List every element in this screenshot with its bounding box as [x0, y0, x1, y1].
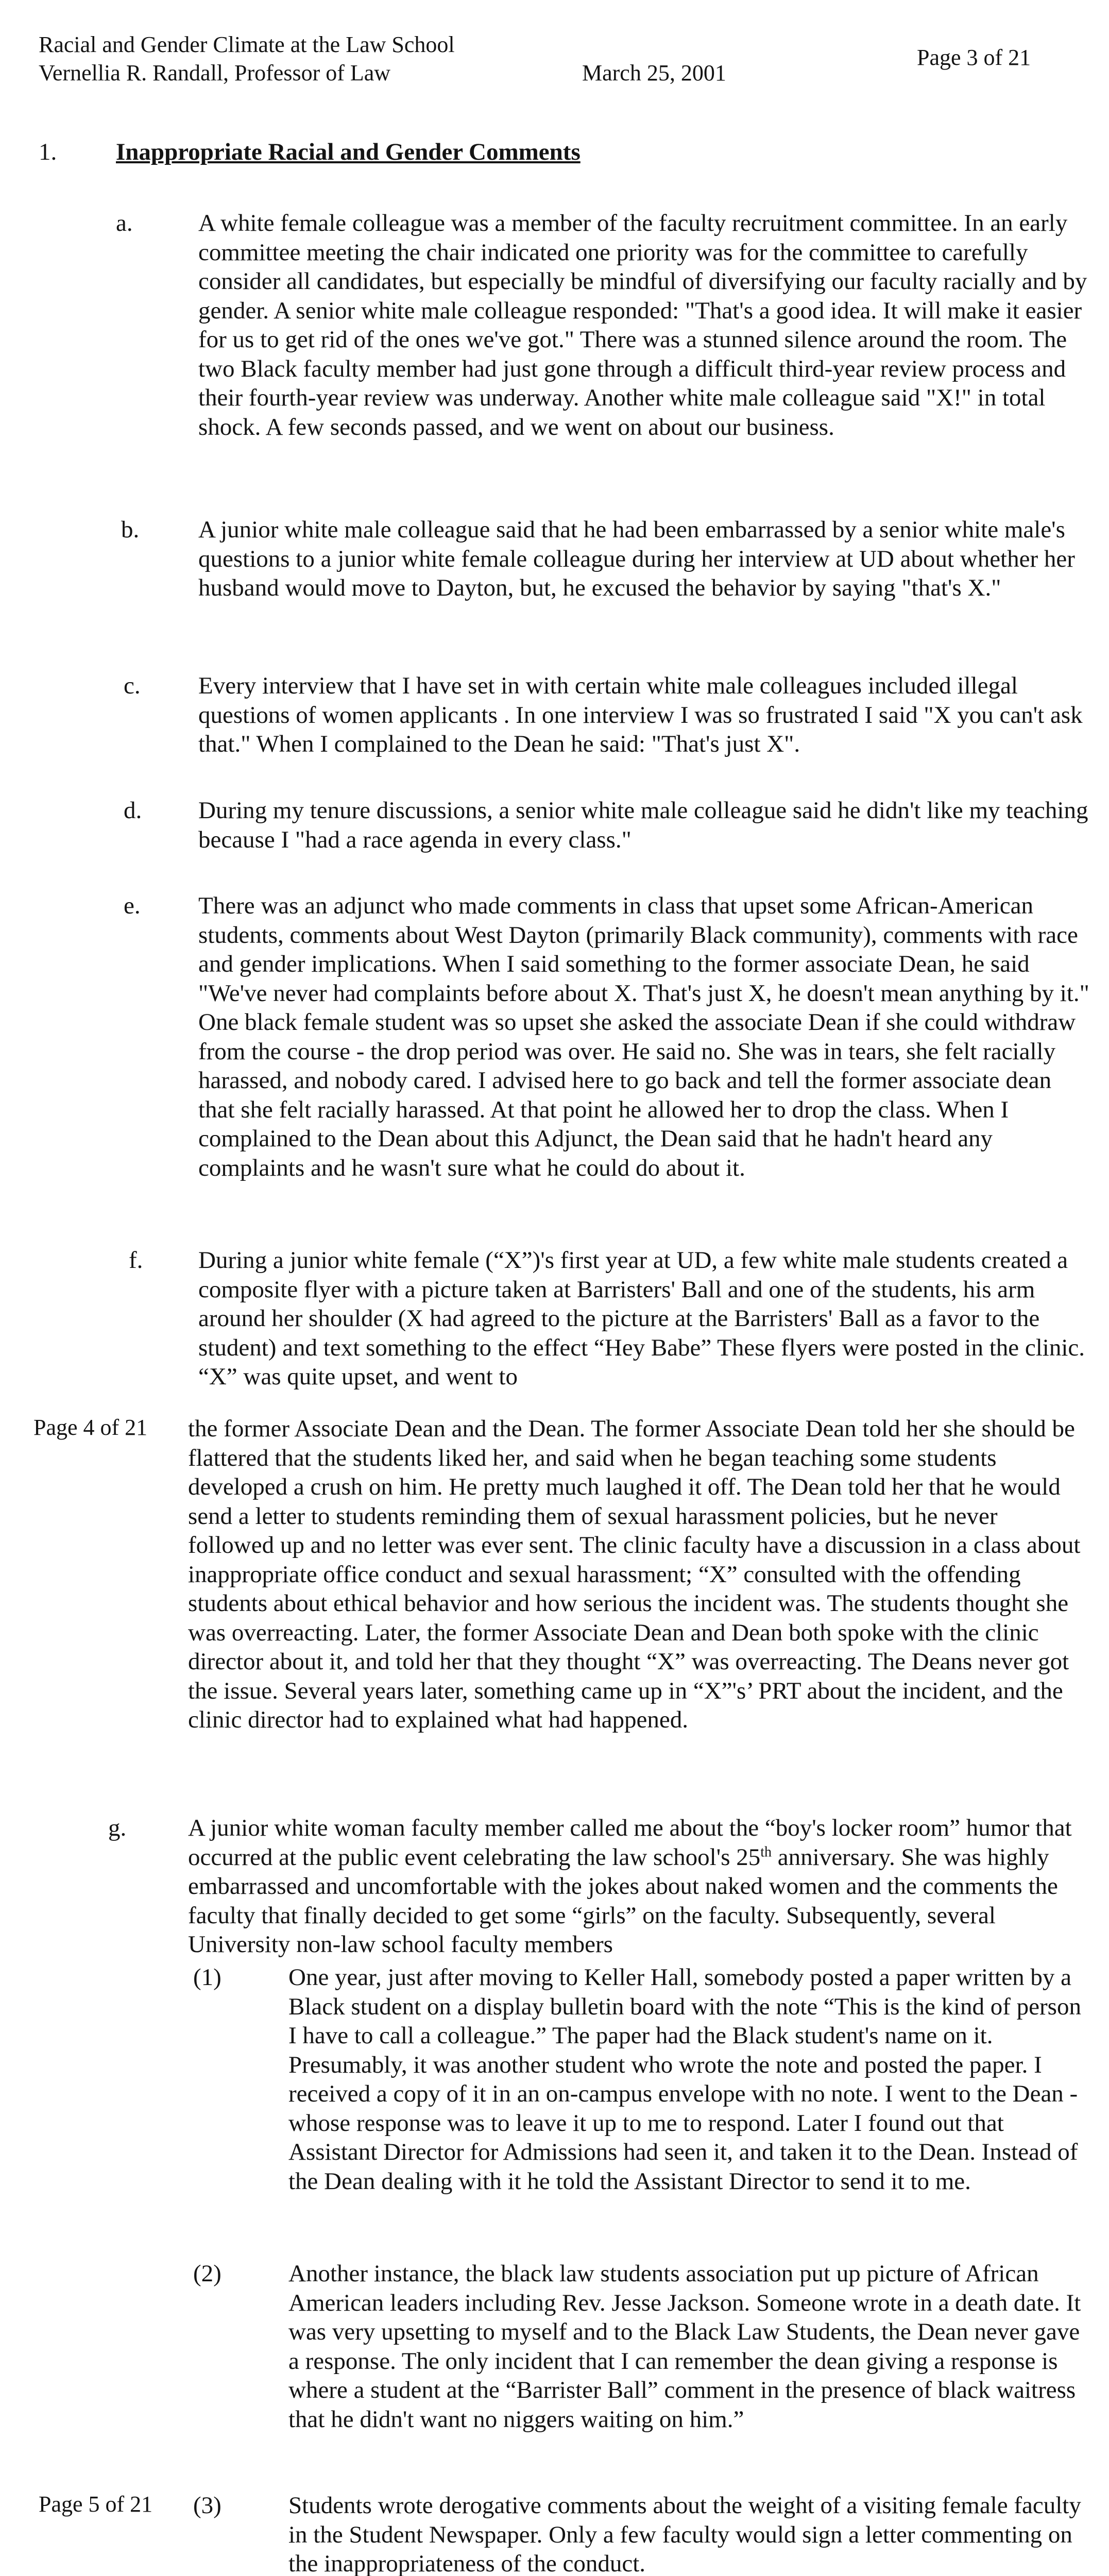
item-d-text: During my tenure discussions, a senior white male colleague said he didn't like my teaching because I "had a race agenda in every class." [198, 797, 1088, 853]
item-b-marker: b. [121, 516, 140, 543]
item-d-marker: d. [124, 797, 142, 824]
header-date: March 25, 2001 [582, 60, 726, 86]
item-f-text-top [198, 1246, 1089, 1411]
item-f-text-bottom: the former Associate Dean and the Dean. The former Associate Dean told her she should be flattered that the students liked her, and said when he began teaching some students developed a crush on him. He pretty much laughed it off. The Dean told her that he would send a letter to students reminding them of sexual harassment policies, but he never followed up and no letter was ever sent. The clinic faculty have a discussion in a class about inappropriate office conduct and sexual harassment; “X” consulted with the offending students about ethical behavior and how serious the incident was. The students thought she was overreacting. Later, the former Associate Dean and Dean both spoke with the clinic director about it, and told her that they thought “X” was overreacting. The Deans never got the issue. Several years later, something came up in “X”'s’ PRT about the incident, and the clinic director had to explained what had happened. [188, 1415, 1081, 1733]
page-break-mark-5: Page 5 of 21 [39, 2492, 153, 2517]
item-a-text: A white female colleague was a member of the faculty recruitment committee. In an early committee meeting the chair indicated one priority was for the committee to carefully consider all candidates, but especially be mindful of diversifying our faculty racially and by gender. A senior white male colleague responded: "That's a good idea. It will make it easier for us to get rid of the ones we've got." There was a stunned silence around the room. The two Black faculty member had just gone through a difficult third-year review process and their fourth-year review was underway. Another white male colleague said "X!" in total shock. A few seconds passed, and we went on about our business. [198, 210, 1087, 440]
item-e-marker: e. [124, 892, 141, 919]
item-g1-marker: (1) [193, 1964, 221, 1991]
item-g1-text: One year, just after moving to Keller Hall, somebody posted a paper written by a Black student on a display bulletin board with the note “This is the kind of person I have to call a colleague.” The paper had the Black student's name on it. Presumably, it was another student who wrote the note and posted the paper. I received a copy of it in an on-campus envelope with no note. I went to the Dean - whose response was to leave it up to me to respond. Later I found out that Assistant Director for Admissions had seen it, and taken it to the Dean. Instead of the Dean dealing with it he told the Assistant Director to send it to me. [288, 1964, 1081, 2195]
item-g-marker: g. [108, 1815, 127, 1841]
item-f-marker: f. [129, 1247, 143, 1274]
item-a-marker: a. [116, 210, 133, 236]
item-g-text [188, 1814, 1089, 1961]
item-g2-marker: (2) [193, 2260, 221, 2287]
header-author-line: Vernellia R. Randall, Professor of Law [39, 60, 391, 86]
section-title: Inappropriate Racial and Gender Comments [116, 139, 581, 165]
item-e-text: There was an adjunct who made comments in class that upset some African-American students, comments about West Dayton (primarily Black community), comments with race and gender implications. When I said something to the former associate Dean, he said "We've never had complaints before about X. That's just X, he doesn't mean anything by it." One black female student was so upset she asked the associate Dean if she could withdraw from the course - the drop period was over. He said no. She was in tears, she felt racially harassed, and nobody cared. I advised here to go back and tell the former associate dean that she felt racially harassed. At that point he allowed her to drop the class. When I complained to the Dean about this Adjunct, the Dean said that he hadn't heard any complaints and he wasn't sure what he could do about it. [198, 892, 1089, 1181]
item-g-text-pre: A junior white woman faculty member called me about the “boy's locker room” humor that occurred at the public event celebrating the law school's 25 [188, 1815, 1072, 1871]
item-b-text: A junior white male colleague said that he had been embarrassed by a senior white male's questions to a junior white female colleague during her interview at UD about whether her husband would move to Dayton, but, he excused the behavior by saying "that's X." [198, 516, 1075, 601]
item-g-text-sup: th [760, 1843, 772, 1860]
section-number: 1. [39, 139, 57, 165]
header-page-number: Page 3 of 21 [917, 45, 1031, 70]
item-c-text: Every interview that I have set in with certain white male colleagues included illegal questions of women applicants . In one interview I was so frustrated I said "X you can't ask that." When I complained to the Dean he said: "That's just X". [198, 672, 1083, 757]
item-g2-text: Another instance, the black law students association put up picture of African American leaders including Rev. Jesse Jackson. Someone wrote in a death date. It was very upsetting to myself and to the Black Law Students, the Dean never gave a response. The only incident that I can remember the dean giving a response is where a student at the “Barrister Ball” comment in the presence of black waitress that he didn't want no niggers waiting on him.” [288, 2260, 1081, 2433]
item-g3-marker: (3) [193, 2492, 221, 2519]
page-break-mark-4: Page 4 of 21 [33, 1415, 148, 1440]
item-f-text-top-content: During a junior white female (“X”)'s first year at UD, a few white male students created a composite flyer with a picture taken at Barristers' Ball and one of the students, his arm around her shoulder (X had agreed to the picture at the Barristers' Ball as a favor to the student) and text something to the effect “Hey Babe” These flyers were posted in the clinic. “X” was quite upset, and went to [198, 1247, 1085, 1390]
item-c-marker: c. [124, 672, 141, 699]
item-g3-text: Students wrote derogative comments about the weight of a visiting female faculty in the Student Newspaper. Only a few faculty would sign a letter commenting on the inappropriateness of the conduct. [288, 2492, 1081, 2576]
header-title-line1: Racial and Gender Climate at the Law School [39, 32, 455, 57]
item-g-text-post: anniversary. She was highly embarrassed and uncomfortable with the jokes about naked women and the comments the faculty that finally decided to get some “girls” on the faculty. Subsequently, several University non-law school faculty members [188, 1843, 1058, 1958]
